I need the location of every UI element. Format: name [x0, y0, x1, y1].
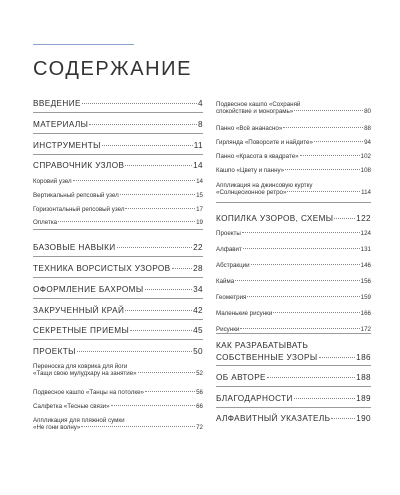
toc-subentry[interactable]: Кайма 156 — [216, 278, 371, 285]
toc-subentry[interactable]: Подвесное кашпо «Сохраняй спокойствие и монограмь» 80 — [216, 101, 371, 115]
toc-subentry[interactable]: Геометрия 159 — [216, 294, 371, 301]
toc-entry-tools[interactable]: ИНСТРУМЕНТЫ 11 — [33, 141, 203, 150]
toc-subentry[interactable]: Проекты 124 — [216, 230, 371, 237]
toc-subentry[interactable]: Абстракции 146 — [216, 262, 371, 269]
toc-subentry[interactable]: Оплетка 19 — [33, 219, 203, 226]
divider — [33, 112, 203, 113]
toc-entry-projects[interactable]: ПРОЕКТЫ 50 — [33, 347, 203, 356]
divider — [33, 319, 203, 320]
divider — [33, 154, 203, 155]
title-rule — [33, 44, 134, 45]
toc-subentry[interactable]: Коровий узел 14 — [33, 178, 203, 185]
toc-subentry[interactable]: Маленькие рисунки 166 — [216, 310, 371, 317]
divider — [216, 333, 371, 334]
toc-entry-develop-patterns-line2[interactable]: СОБСТВЕННЫЕ УЗОРЫ 186 — [216, 353, 371, 362]
page-title: СОДЕРЖАНИЕ — [33, 58, 193, 80]
toc-entry-secrets[interactable]: СЕКРЕТНЫЕ ПРИЕМЫ 45 — [33, 326, 203, 335]
divider — [33, 277, 203, 278]
toc-subentry[interactable]: Гирлянда «Поворсите и найдите» 94 — [216, 139, 371, 146]
toc-entry-develop-patterns[interactable]: КАК РАЗРАБАТЫВАТЬ — [216, 341, 309, 350]
toc-subentry[interactable]: Аппликация для пляжной сумки «Не гони волну» 72 — [33, 417, 203, 431]
toc-subentry[interactable]: Панно «Красота в квадрате» 102 — [216, 153, 371, 160]
toc-entry-pile[interactable]: ТЕХНИКА ВОРСИСТЫХ УЗОРОВ 28 — [33, 264, 203, 273]
toc-entry-basic-skills[interactable]: БАЗОВЫЕ НАВЫКИ 22 — [33, 243, 203, 252]
toc-entry-knots[interactable]: СПРАВОЧНИК УЗЛОВ 14 — [33, 161, 203, 170]
divider — [216, 386, 371, 387]
toc-subentry[interactable]: Подвесное кашпо «Танцы на потолке» 56 — [33, 389, 203, 396]
toc-subentry[interactable]: Салфетка «Тесные связи» 66 — [33, 403, 203, 410]
toc-entry-introduction[interactable]: ВВЕДЕНИЕ 4 — [33, 99, 203, 108]
divider — [33, 298, 203, 299]
toc-subentry[interactable]: Переноска для коврика для йоги «Тащи свою мулудхару на занятие» 52 — [33, 363, 203, 377]
divider — [33, 133, 203, 134]
toc-entry-curled-edge[interactable]: ЗАКРУЧЕННЫЙ КРАЙ 42 — [33, 306, 203, 315]
toc-entry-index[interactable]: АЛФАВИТНЫЙ УКАЗАТЕЛЬ 190 — [216, 414, 371, 423]
toc-entry-materials[interactable]: МАТЕРИАЛЫ 8 — [33, 120, 203, 129]
toc-subentry[interactable]: Панно «Всё ананасно» 88 — [216, 125, 371, 132]
toc-subentry[interactable]: Кашпо «Цвету и панну» 108 — [216, 167, 371, 174]
toc-subentry[interactable]: Вертикальный репсовый узел 15 — [33, 192, 203, 199]
divider — [216, 407, 371, 408]
toc-subentry[interactable]: Горизонтальный репсовый узел 17 — [33, 206, 203, 213]
divider — [216, 202, 371, 203]
toc-subentry[interactable]: Рисунки 172 — [216, 326, 371, 333]
divider — [33, 256, 203, 257]
toc-subentry[interactable]: Алфавит 131 — [216, 246, 371, 253]
divider — [33, 339, 203, 340]
toc-entry-fringe[interactable]: ОФОРМЛЕНИЕ БАХРОМЫ 34 — [33, 285, 203, 294]
toc-subentry[interactable]: Аппликация на джинсовую куртку «Солнцесионное ретро» 114 — [216, 182, 371, 196]
divider — [33, 229, 203, 230]
toc-entry-patterns[interactable]: КОПИЛКА УЗОРОВ, СХЕМЫ 122 — [216, 214, 371, 223]
toc-entry-author[interactable]: ОБ АВТОРЕ 188 — [216, 373, 371, 382]
divider — [216, 365, 371, 366]
toc-entry-thanks[interactable]: БЛАГОДАРНОСТИ 189 — [216, 394, 371, 403]
